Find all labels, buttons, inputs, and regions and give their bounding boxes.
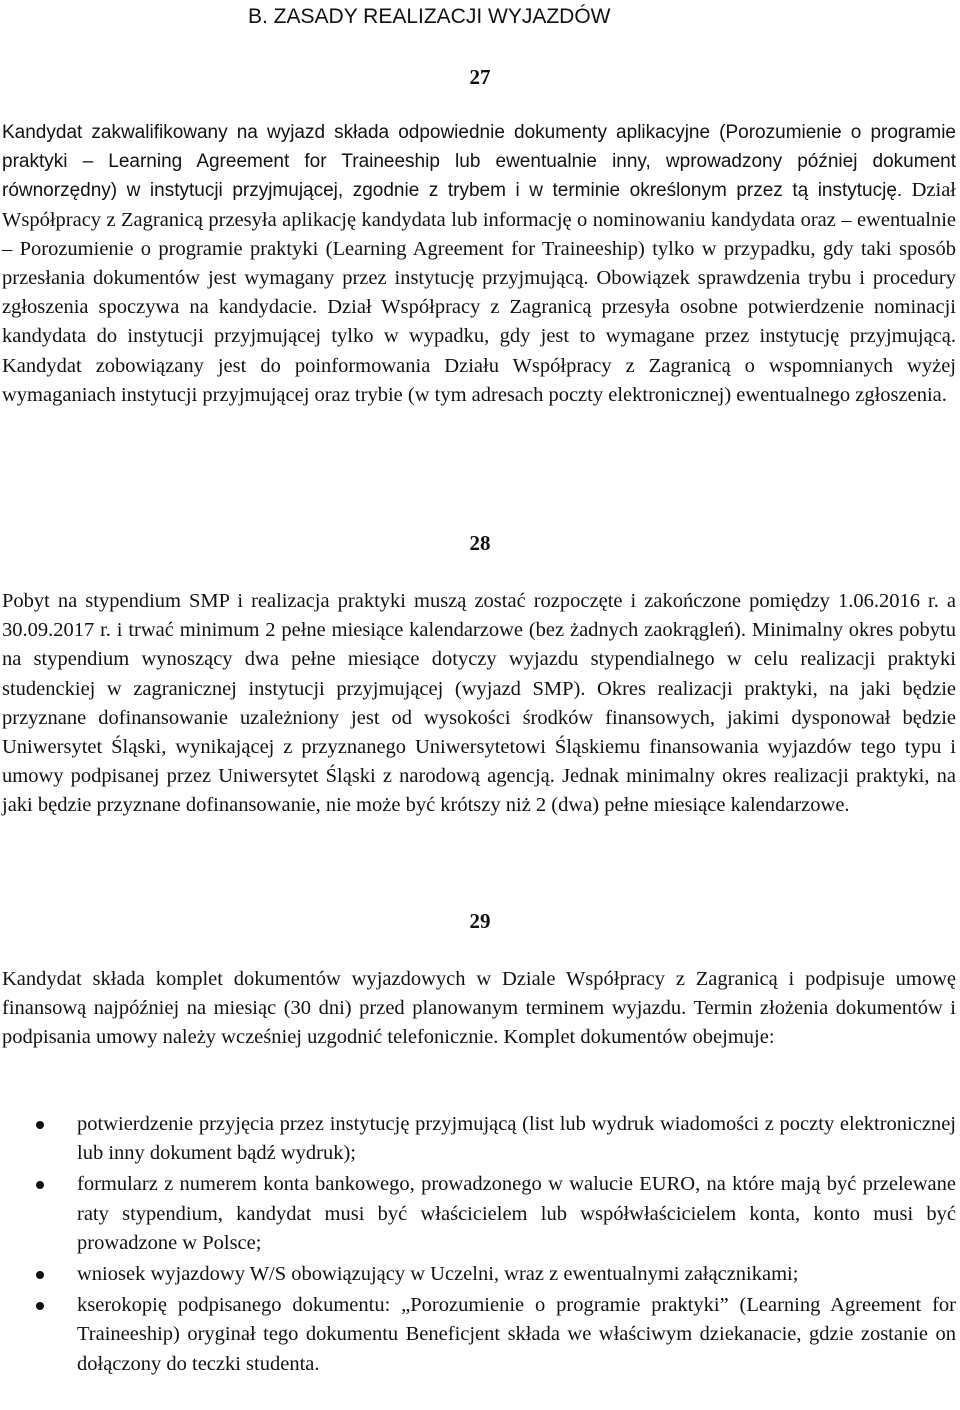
article-number-28: 28: [469, 531, 491, 555]
list-item: [0, 1170, 956, 1258]
list-item: [0, 1291, 956, 1379]
article-27-serif-text: Dział Współpracy z Zagranicą przesyła aplikację kandydata lub informację o nominowaniu kandydata oraz – ewentualnie – Porozumienie o programie praktyki (Learning Agreement for Traineeship) tylko w przypadku, gdy taki sposób przesłania dokumentów jest wymagany przez instytucję przyjmującą. Obowiązek sprawdzenia trybu i procedury zgłoszenia spoczywa na kandydacie. Dział Współpracy z Zagranicą przesyła osobne potwierdzenie nominacji kandydata do instytucji przyjmującej tylko w wypadku, gdy jest to wymagane przez instytucję przyjmującą. Kandydat zobowiązany jest do poinformowania Działu Współpracy z Zagranicą o wspomnianych wyżej wymaganiach instytucji przyjmującej oraz trybie (w tym adresach poczty elektronicznej) ewentualnego zgłoszenia.: [2, 179, 956, 406]
article-27-paragraph: [2, 118, 956, 410]
list-item-text: wniosek wyjazdowy W/S obowiązujący w Uczelni, wraz z ewentualnymi załącznikami;: [77, 1263, 799, 1286]
article-29-paragraph: Kandydat składa komplet dokumentów wyjazdowych w Dziale Współpracy z Zagranicą i podpisuje umowę finansową najpóźniej na miesiąc (30 dni) przed planowanym terminem wyjazdu. Termin złożenia dokumentów i podpisania umowy należy wcześniej uzgodnić telefonicznie. Komplet dokumentów obejmuje:: [2, 968, 956, 1049]
list-item: [0, 1260, 956, 1289]
bullet-icon: [36, 1121, 44, 1129]
article-27-sans-text: Kandydat zakwalifikowany na wyjazd składa odpowiednie dokumenty aplikacyjne (Porozumienie o programie praktyki – Learning Agreement for Traineeship lub ewentualnie inny, wprowadzony później dokument równorzędny) w instytucji przyjmującej, zgodnie z trybem i w terminie określonym przez tą instytucję.: [2, 122, 956, 202]
section-heading: B. ZASADY REALIZACJI WYJAZDÓW: [248, 5, 611, 28]
article-number-29: 29: [469, 909, 491, 933]
bullet-icon: [36, 1181, 44, 1189]
documents-list: [0, 1110, 960, 1381]
bullet-icon: [36, 1302, 44, 1310]
article-28-paragraph: Pobyt na stypendium SMP i realizacja praktyki muszą zostać rozpoczęte i zakończone pomiędzy 1.06.2016 r. a 30.09.2017 r. i trwać minimum 2 pełne miesiące kalendarzowe (bez żadnych zaokrągleń). Minimalny okres pobytu na stypendium wynoszący dwa pełne miesiące dotyczy wyjazdu stypendialnego w celu realizacji praktyki studenckiej w zagranicznej instytucji przyjmującej (wyjazd SMP). Okres realizacji praktyki, na jaki będzie przyznane dofinansowanie uzależniony jest od wysokości środków finansowych, jakimi dysponował będzie Uniwersytet Śląski, wynikającej z przyznanego Uniwersytetowi Śląskiemu finansowania wyjazdów tego typu i umowy podpisanej przez Uniwersytet Śląski z narodową agencją. Jednak minimalny okres realizacji praktyki, na jaki będzie przyznane dofinansowanie, nie może być krótszy niż 2 (dwa) pełne miesiące kalendarzowe.: [2, 590, 956, 817]
bullet-icon: [36, 1271, 44, 1279]
article-number-27: 27: [469, 65, 491, 89]
list-item-text: formularz z numerem konta bankowego, prowadzonego w walucie EURO, na które mają być przelewane raty stypendium, kandydat musi być właścicielem lub współwłaścicielem konta, konto musi być prowadzone w Polsce;: [77, 1173, 956, 1254]
list-item: [0, 1110, 956, 1168]
list-item-text: kserokopię podpisanego dokumentu: „Porozumienie o programie praktyki” (Learning Agreement for Traineeship) oryginał tego dokumentu Beneficjent składa we właściwym dziekanacie, gdzie zostanie on dołączony do teczki studenta.: [77, 1294, 956, 1375]
list-item-text: potwierdzenie przyjęcia przez instytucję przyjmującą (list lub wydruk wiadomości z poczty elektronicznej lub inny dokument bądź wydruk);: [77, 1113, 956, 1165]
